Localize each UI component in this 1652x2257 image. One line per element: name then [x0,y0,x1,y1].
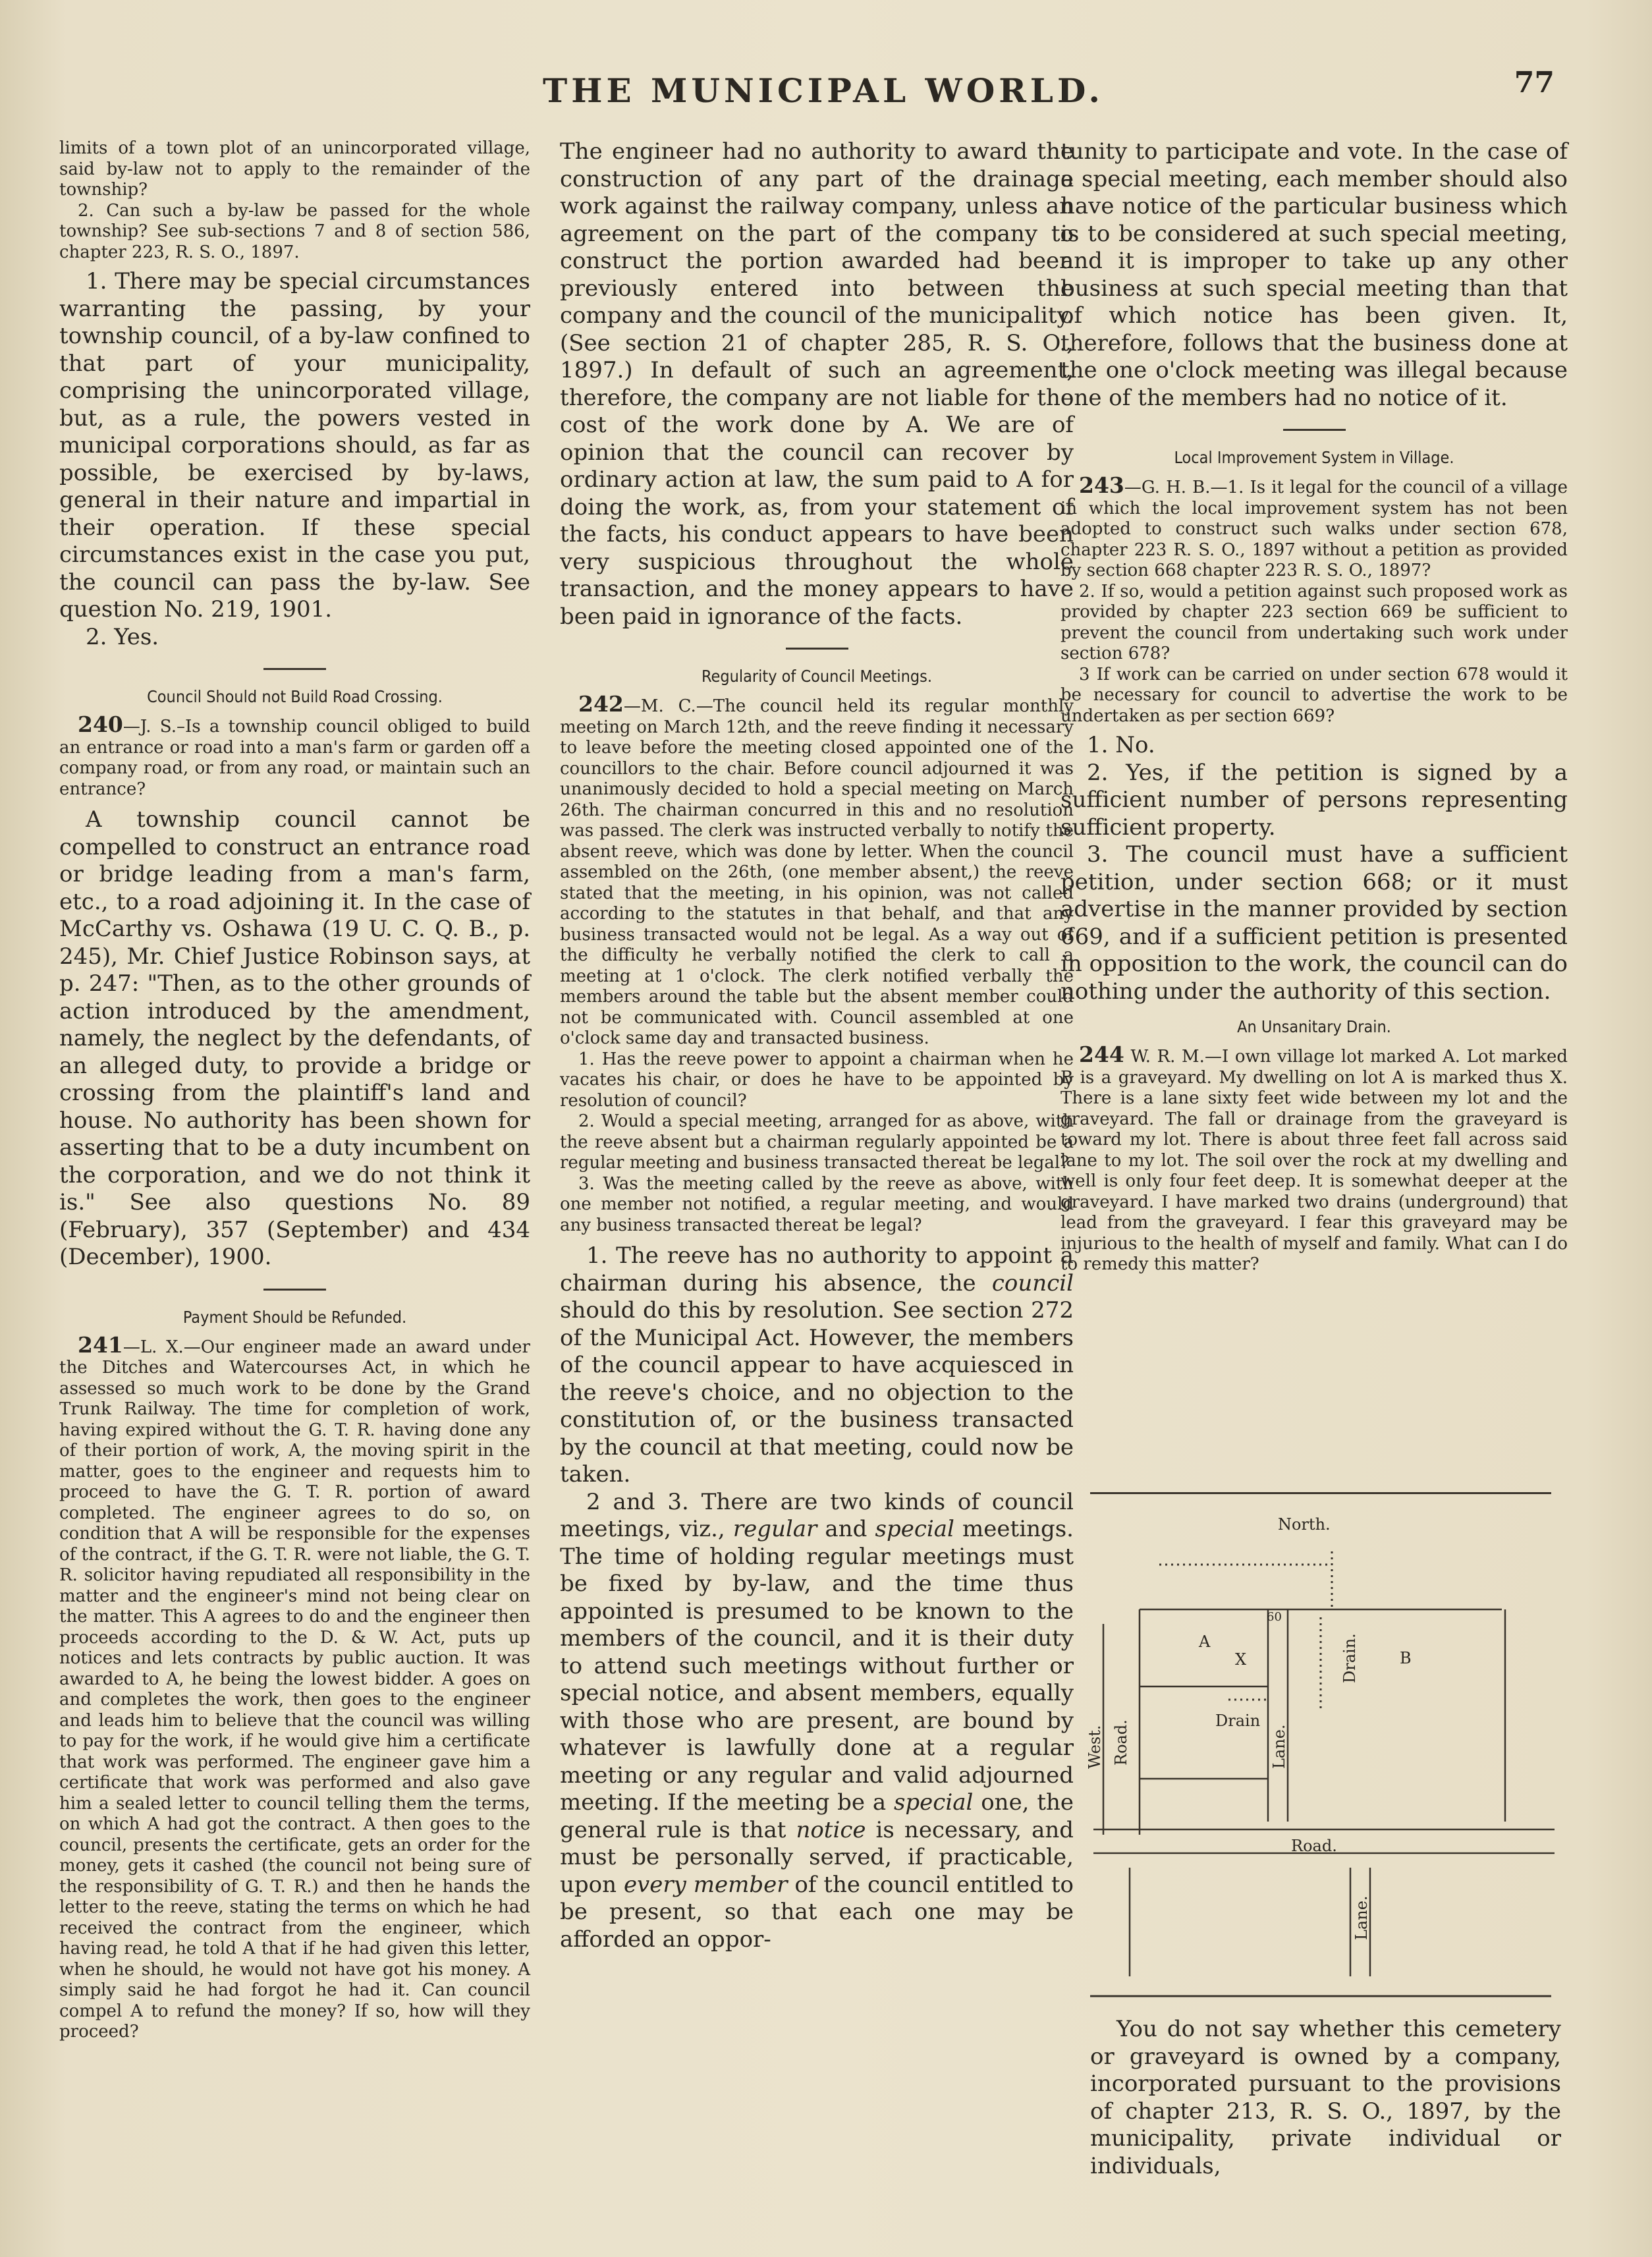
question-242-part-3: 3. Was the meeting called by the reeve as above, with one member not notified, a regular meeting, and would any business transacted thereat be legal? [560,1173,1074,1235]
column-1 [59,138,530,2043]
answer-text: of the council entitled to be present, so that each one may be afforded an oppor- [560,1871,1074,1953]
question-text: —G. H. B.—1. Is it legal for the council of a village in which the local improvement system has not been adopted to construct such walks under section 678, chapter 223 R. S. O., 1897 without a petition as provided by section 668 chapter 223 R. S. O., 1897? [1060,478,1568,580]
question-text: —J. S.–Is a township council obliged to build an entrance or road into a man's farm or garden off a company road, or from any road, or maintain such an entrance? [59,717,530,799]
page-header [53,66,1594,125]
question-241 [59,1331,530,2043]
answer-text: should do this by resolution. See section 272 of the Municipal Act. However, the members of the council appear to have acquiesced in the reeve's choice, and no objection to the constitution of, or the business transacted by the council at that meeting, could now be taken. [560,1297,1074,1488]
question-242-part-2: 2. Would a special meeting, arranged for as above, with the reeve absent but a chairman regularly appointed be a regular meeting and business transacted thereat be legal? [560,1111,1074,1173]
question-text: W. R. M.—I own village lot marked A. Lot marked B is a graveyard. My dwelling on lot A is marked thus X. There is a lane sixty feet wide between my lot and the graveyard. The fall or drainage from the graveyard is toward my lot. There is about three feet fall across said lane to my lot. The soil over the rock at my dwelling and well is only four feet deep. It is somewhat deeper at the graveyard. I have marked two drains (underground) that lead from the graveyard. I fear this graveyard may be injurious to the health of myself and family. What can I do to remedy this matter? [1060,1047,1568,1274]
diagram-top-rule [1090,1492,1551,1494]
answer-text: one, the general rule is that [560,1789,1074,1843]
question-243 [1060,472,1568,582]
answer-243-part-1: 1. No. [1087,732,1155,758]
question-continuation: limits of a town plot of an unincorporated village, said by-law not to apply to the remainder of the township? [59,138,530,200]
answer-243-part-2: 2. Yes, if the petition is signed by a sufficient number of persons representing sufficient property. [1060,759,1568,841]
question-number: 242 [578,691,624,717]
section-divider [263,1289,326,1291]
label-sixty-feet: 60 [1267,1610,1282,1624]
question-number: 240 [78,711,123,737]
question-242 [560,691,1074,1049]
question-number: 243 [1079,472,1124,498]
answer-part-2: 2. Yes. [86,623,159,650]
heading-243: Local Improvement System in Village. [1174,448,1454,467]
answer-241: The engineer had no authority to award the construction of any part of the drainage work against the railway company, unless an agreement on the part of the company to construct the portion awarded had been previously entered into between the company and the council of the municipality. (See section 21 of chapter 285, R. S. O., 1897.) In default of such an agreement, therefore, the company are not liable for the cost of the work done by A. We are of opinion that the council can recover by ordinary action at law, the sum paid to A for doing the work, as, from your statement of the facts, his conduct appears to have been very suspicious throughout the whole transaction, and the money appears to have been paid in ignorance of the facts. [560,138,1074,630]
question-243-part-3: 3 If work can be carried on under section 678 would it be necessary for council to advertise the work to be undertaken as per section 669? [1060,664,1568,726]
question-243-part-2: 2. If so, would a petition against such proposed work as provided by chapter 223 section 669 be sufficient to prevent the council from undertaking such work under section 678? [1060,581,1568,663]
label-lot-b: B [1400,1649,1412,1667]
answer-243-part-3: 3. The council must have a sufficient petition, under section 668; or it must advertise in the manner provided by section 669, and if a sufficient petition is presented in opposition to the work, the council can do nothing under the authority of this section. [1060,841,1568,1005]
lot-diagram-svg [1080,1492,1561,2019]
question-part-2: 2. Can such a by-law be passed for the whole township? See sub-sections 7 and 8 of section 586, chapter 223, R. S. O., 1897. [59,200,530,262]
label-west: West. [1086,1725,1104,1769]
label-north: North. [1278,1515,1331,1534]
label-lane-south: Lane. [1352,1895,1371,1940]
answer-text: and [817,1516,875,1542]
answer-emphasis: special [875,1516,954,1542]
label-road-horizontal: Road. [1291,1837,1337,1855]
answer-244-block [1090,2016,1561,2180]
answer-emphasis: notice [796,1816,866,1843]
question-number: 244 [1079,1042,1124,1067]
question-text: —L. X.—Our engineer made an award under the Ditches and Watercourses Act, in which he assessed so much work to be done by the Grand Trunk Railway. The time for completion of work, having expired without the G. T. R. having done any of their portion of work, A, the moving spirit in the matter, goes to the engineer and requests him to proceed to have the G. T. R. portion of award completed. The engineer agrees to do so, on condition that A will be responsible for the expenses of the contract, if the G. T. R. were not liable, the G. T. R. solicitor having repudiated all responsibility in the matter and the engineer's mind not being clear on the matter. This A agrees to do and the engineer then proceeds according to the D. & W. Act, puts up notices and lets contracts by public auction. It was awarded to A, he being the lowest bidder. A goes on and completes the work, then goes to the engineer and leads him to believe that the council was willing to pay for the work, if he would give him a certificate that work was performed. The engineer gave him a certificate that work was performed and also gave him a sealed letter to council telling them the terms, on which A had got the contract. A then goes to the council, presents the certificate, gets an order for the money, gets it cashed (the council not being sure of the responsibility of G. T. R.) and then he hands the letter to the reeve, stating the terms on which he had received the contract from the engineer, which having read, he told A that if he had given this letter, when he should, he would not have got his money. A simply said he had forgot he had it. Can council compel A to refund the money? If so, how will they proceed? [59,1337,530,2042]
column-3 [1060,138,1568,1275]
answer-240: A township council cannot be compelled to construct an entrance road or bridge leading from a man's farm, etc., to a road adjoining it. In the case of McCarthy vs. Oshawa (19 U. C. Q. B., p. 245), Mr. Chief Justice Robinson says, at p. 247: "Then, as to the other grounds of action introduced by the amendment, namely, the neglect by the defendants, of an alleged duty, to provide a bridge or crossing from the plaintiff's land and house. No authority has been shown for asserting that to be a duty incumbent on the corporation, and we do not think it is." See also questions No. 89 (February), 357 (September) and 434 (December), 1900. [59,806,530,1270]
label-dwelling: X [1235,1650,1247,1669]
answer-part-1: 1. There may be special circumstances warranting the passing, by your township council, of a by-law confined to that part of your municipality, comprising the unincorporated village, but, as a rule, the powers vested in municipal corporations should, as far as possible, be exercised by by-laws, general in their nature and impartial in their operation. If these special circumstances exist in the case you put, the council can pass the by-law. See question No. 219, 1901. [59,268,530,623]
page-number: 77 [1514,66,1555,99]
heading-242: Regularity of Council Meetings. [701,667,933,686]
label-road-vertical: Road. [1112,1719,1130,1766]
label-lane-north: Lane. [1270,1724,1288,1769]
question-242-part-1: 1. Has the reeve power to appoint a chairman when he vacates his chair, or does he have to be appointed by resolution of council? [560,1049,1074,1111]
question-text: —M. C.—The council held its regular monthly meeting on March 12th, and the reeve finding it necessary to leave before the meeting closed appointed one of the councillors to the chair. Before council adjourned it was unanimously decided to hold a special meeting on March 26th. The chairman concurred in this and no resolution was passed. The clerk was instructed verbally to notify the absent reeve, which was done by letter. When the council assembled on the 26th, (one member absent,) the reeve stated that the meeting, in his opinion, was not called according to the statutes in that behalf, and that any business transacted would not be legal. As a way out of the difficulty he verbally notified the clerk to call a meeting at 1 o'clock. The clerk notified verbally the members around the table but the absent member could not be communicated with. Council assembled at one o'clock same day and transacted business. [560,696,1074,1048]
answer-text: 2 and 3. There are two kinds of council meetings, viz., [560,1488,1074,1542]
section-divider [786,648,848,650]
answer-emphasis: special [893,1789,974,1816]
answer-emphasis: every member [623,1871,788,1898]
answer-242-part-1 [560,1242,1074,1489]
heading-240: Council Should not Build Road Crossing. [147,687,443,706]
answer-242-part-2 [560,1489,1074,1954]
answer-242-continuation: tunity to participate and vote. In the case of a special meeting, each member should also have notice of the particular business which is to be considered at such special meeting, and it is improper to take up any other business at such special meeting than that of which notice has been given. It, therefore, follows that the business done at the one o'clock meeting was illegal because one of the members had no notice of it. [1060,138,1568,411]
answer-emphasis: regular [732,1516,817,1542]
section-divider [263,668,326,670]
question-244 [1060,1044,1568,1275]
section-divider [1283,429,1346,431]
question-number: 241 [78,1331,123,1358]
heading-241: Payment Should be Refunded. [182,1307,407,1327]
label-drain: Drain [1215,1712,1261,1730]
answer-emphasis: council [991,1269,1074,1296]
answer-text: is necessary, and must be personally served, if practicable, upon [560,1816,1074,1898]
question-240 [59,711,530,800]
heading-244: An Unsanitary Drain. [1237,1017,1391,1036]
lot-diagram [1080,1492,1561,2019]
answer-text: 1. The reeve has no authority to appoint a chairman during his absence, the [560,1242,1074,1296]
label-drain-vertical: Drain. [1340,1633,1359,1683]
answer-text: meetings. The time of holding regular meetings must be fixed by by-law, and the time thus appointed is presumed to be known to the members of the council, and it is their duty to attend such meetings without further or special notice, and absent members, equally with those who are present, are bound by whatever is lawfully done at a regular meeting or any regular and valid adjourned meeting. If the meeting be a [560,1516,1074,1816]
column-2 [560,138,1074,1953]
journal-title: THE MUNICIPAL WORLD. [543,71,1104,110]
label-lot-a: A [1199,1632,1211,1651]
answer-244: You do not say whether this cemetery or graveyard is owned by a company, incorporated pursuant to the provisions of chapter 213, R. S. O., 1897, by the municipality, private individual or individuals, [1090,2016,1561,2179]
